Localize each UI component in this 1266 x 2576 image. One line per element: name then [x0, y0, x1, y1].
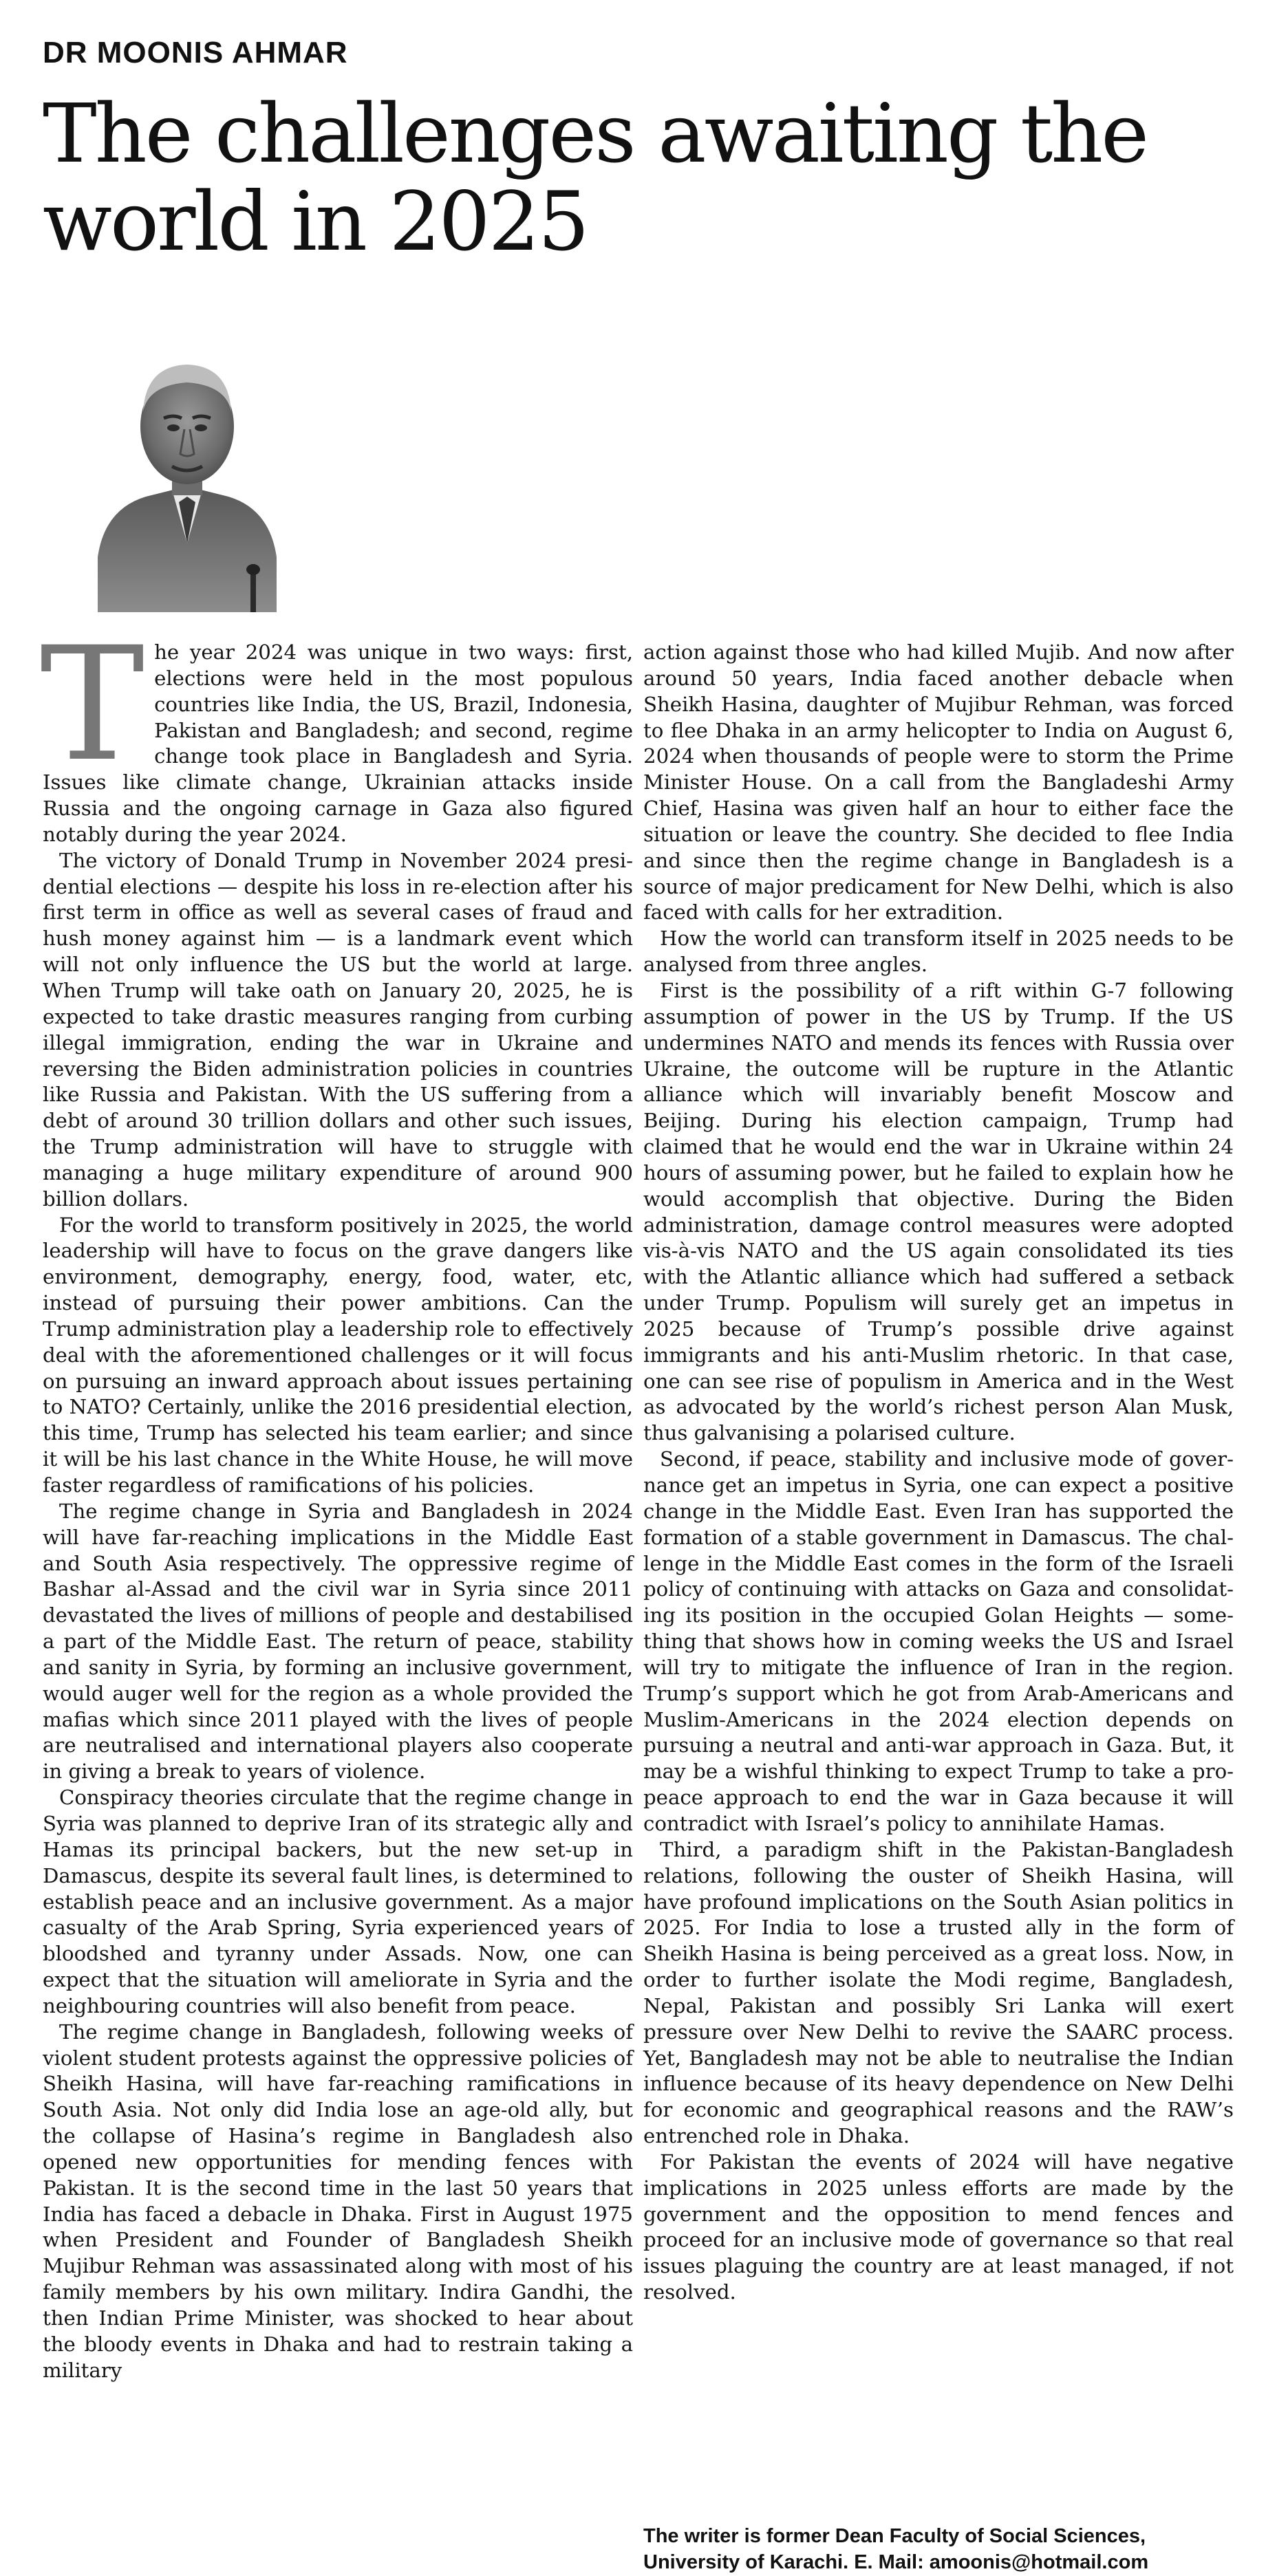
drop-cap: T: [40, 613, 145, 796]
paragraph: Third, a paradigm shift in the Pakistan-Bangladesh relations, following the ouster of Sheikh Hasina, will have profound implications on the South Asian politics in 2025. For India to lose a trusted ally in the form of Sheikh Hasina is being perceived as a great loss. Now, in order to further isolate the Modi regime, Bangladesh, Nepal, Pakistan and possibly Sri Lanka will exert pressure over New Delhi to revive the SAARC process. Yet, Bangladesh may not be able to neutralise the Indian influence because of its heavy dependence on New Delhi for economic and geographical reasons and the RAW’s entrenched role in Dhaka.: [643, 1837, 1234, 2148]
paragraph: First is the possibility of a rift within G-7 following assumption of power in the US by Trump. If the US undermines NATO and mends its fences with Russia over Ukraine, the outcome will be rupture in the Atlantic alliance which will invariably benefit Moscow and Beijing. During his election campaign, Trump had claimed that he would end the war in Ukraine within 24 hours of assuming power, but he failed to explain how he would accomplish that objective. During the Biden administration, damage control measures were adopted vis-à-vis NATO and the US again consolidated its ties with the Atlantic alliance which had suffered a setback under Trump. Populism will surely get an impetus in 2025 because of Trump’s possible drive against immigrants and his anti-Muslim rhetoric. In that case, one can see rise of populism in America and in the West as advocated by the world’s richest person Alan Musk, thus galvanising a polarised culture.: [643, 978, 1234, 1445]
left-column: [40, 613, 633, 2384]
paragraph: he year 2024 was unique in two ways: first, elections were held in the most populous countries like India, the US, Brazil, Indonesia, Pakistan and Bangladesh; and second, regime change took place in Bangladesh and Syria. Issues like climate change, Ukrainian attacks inside Russia and the ongoing carnage in Gaza also figured notably during the year 2024.: [43, 640, 633, 846]
paragraph: For Pakistan the events of 2024 will have negative implications in 2025 unless efforts are made by the government and the opposition to mend fences and proceed for an inclusive mode of governance so that real issues plaguing the country are at least managed, if not resolved.: [643, 2150, 1234, 2304]
author-byline: DR MOONIS AHMAR: [43, 36, 348, 69]
paragraph: For the world to transform positively in 2025, the world leadership will have to focus on the grave dangers like environment, demography, energy, food, water, etc, instead of pursuing their power ambitions. Can the Trump administration play a leadership role to effectively deal with the aforementioned challenges or it will focus on pursuing an inward approach about issues pertaining to NATO? Certainly, unlike the 2016 presidential election, this time, Trump has selected his team earlier; and since it will be his last chance in the White House, he will move faster regardless of ramifications of his policies.: [43, 1213, 633, 1497]
paragraph: The victory of Donald Trump in November 2024 presidential elections — despite his loss in re-election after his first term in office as well as several cases of fraud and hush money against him — is a landmark event which will not only influence the US but the world at large. When Trump will take oath on January 20, 2025, he is expected to take drastic measures ranging from curbing illegal immigration, ending the war in Ukraine and reversing the Biden administration policies in countries like Russia and Pakistan. With the US suffering from a debt of around 30 trillion dollars and other such issues, the Trump administration will have to struggle with managing a huge military expenditure of around 900 billion dollars.: [43, 848, 633, 1211]
paragraph: The regime change in Bangladesh, following weeks of violent student protests against the oppressive policies of Sheikh Hasina, will have far-reaching ramifications in South Asia. Not only did India lose an age-old ally, but the collapse of Hasina’s regime in Bangladesh also opened new opportunities for mending fences with Pakistan. It is the second time in the last 50 years that India has faced a debacle in Dhaka. First in August 1975 when President and Founder of Bangladesh Sheikh Mujibur Rehman was assassinated along with most of his family members by his own military. Indira Gandhi, the then Indian Prime Minister, was shocked to hear about the bloody events in Dhaka and had to restrain taking a military: [43, 2020, 633, 2382]
paragraph: The regime change in Syria and Bangladesh in 2024 will have far-reaching implications in the Middle East and South Asia respectively. The oppressive regime of Bashar al-Assad and the civil war in Syria since 2011 devastated the lives of millions of people and destabilised a part of the Middle East. The return of peace, stability and sanity in Syria, by forming an inclusive government, would auger well for the region as a whole provided the mafias which since 2011 played with the lives of people are neutralised and international players also cooperate in giving a break to years of violence.: [43, 1499, 633, 1784]
paragraph: How the world can transform itself in 2025 needs to be analysed from three angles.: [643, 927, 1234, 977]
paragraph: action against those who had killed Mujib. And now after around 50 years, India faced another debacle when Sheikh Hasina, daughter of Mujibur Rehman, was forced to flee Dhaka in an army helicopter to India on August 6, 2024 when thousands of people were to storm the Prime Minister House. On a call from the Bangladeshi Army Chief, Hasina was given half an hour to either face the situation or leave the country. She decided to flee India and since then the regime change in Bangladesh is a source of major predicament for New Delhi, which is also faced with calls for her extradition.: [643, 640, 1234, 924]
article-headline: The challenges awaiting the world in 2025: [43, 86, 1148, 269]
right-column: [643, 640, 1234, 2306]
paragraph: Conspiracy theories circulate that the regime change in Syria was planned to deprive Iran of its strategic ally and Hamas its principal backers, but the new set-up in Damascus, despite its several fault lines, is determined to establish peace and an inclusive government. As a major casualty of the Arab Spring, Syria experienced years of bloodshed and tyranny under Assads. Now, one can expect that the situation will ameliorate in Syria and the neighbouring countries will also benefit from peace.: [43, 1786, 633, 2017]
author-photo: [98, 337, 277, 612]
paragraph: Second, if peace, stability and inclusive mode of governance get an impetus in Syria, one can expect a positive change in the Middle East. Even Iran has supported the formation of a stable government in Damascus. The challenge in the Middle East comes in the form of the Israeli policy of continuing with attacks on Gaza and consolidating its position in the occupied Golan Heights — something that shows how in coming weeks the US and Israel will try to mitigate the influence of Iran in the region. Trump’s support which he got from Arab-Americans and Muslim-Americans in the 2024 election depends on pursuing a neutral and anti-war approach in Gaza. But, it may be a wishful thinking to expect Trump to take a pro-peace approach to end the war in Gaza because it will contradict with Israel’s policy to annihilate Hamas.: [643, 1447, 1234, 1835]
author-note: The writer is former Dean Faculty of Social Sciences, University of Karachi. E. Mail: amoonis@hotmail.com: [643, 2525, 1149, 2573]
